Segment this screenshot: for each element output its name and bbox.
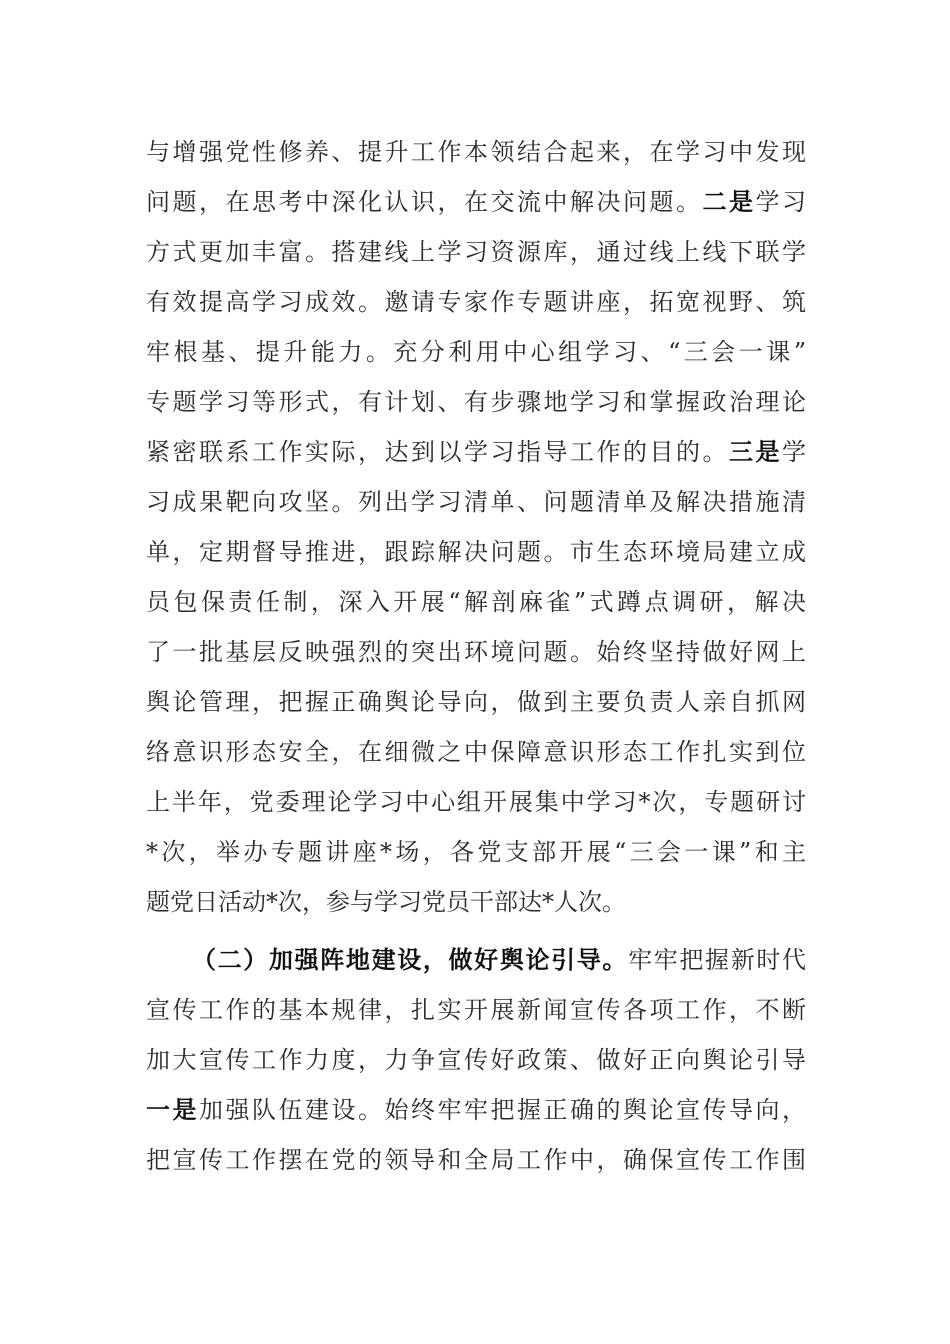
text-segment: 题党日活动*次，参与学习党员干部达*人次。 <box>146 888 626 916</box>
text-line <box>146 277 806 327</box>
body-text <box>146 127 806 1185</box>
text-segment: 有效提高学习成效。邀请专家作专题讲座，拓宽视野、筑 <box>146 288 806 316</box>
text-segment: 员包保责任制，深入开展“解剖麻雀”式蹲点调研，解决 <box>146 588 806 616</box>
text-line <box>146 1035 806 1085</box>
text-line <box>146 935 806 985</box>
text-line <box>146 1085 806 1135</box>
text-line <box>146 985 806 1035</box>
text-segment: 专题学习等形式，有计划、有步骤地学习和掌握政治理论 <box>146 388 806 416</box>
bold-text-segment: 三是 <box>729 437 782 466</box>
text-segment: 加强队伍建设。始终牢牢把握正确的舆论宣传导向， <box>199 1096 806 1124</box>
text-segment: 与增强党性修养、提升工作本领结合起来，在学习中发现 <box>146 138 806 166</box>
bold-text-segment: （二）加强阵地建设，做好舆论引导。 <box>192 945 629 974</box>
text-line <box>146 377 806 427</box>
bold-text-segment: 一是 <box>146 1095 199 1124</box>
text-segment: 了一批基层反映强烈的突出环境问题。始终坚持做好网上 <box>146 638 806 666</box>
text-segment: 习成果靶向攻坚。列出学习清单、问题清单及解决措施清 <box>146 488 806 516</box>
bold-text-segment: 二是 <box>702 187 756 216</box>
text-line <box>146 127 806 177</box>
text-line <box>146 727 806 777</box>
text-segment: 加大宣传工作力度，力争宣传好政策、做好正向舆论引导 <box>146 1046 806 1074</box>
text-line <box>146 327 806 377</box>
text-segment: 牢牢把握新时代 <box>628 946 806 974</box>
text-line <box>146 827 806 877</box>
text-line <box>146 527 806 577</box>
text-segment: 方式更加丰富。搭建线上学习资源库，通过线上线下联学 <box>146 238 806 266</box>
text-line <box>146 477 806 527</box>
text-segment: 学习 <box>755 188 806 216</box>
text-segment: 上半年，党委理论学习中心组开展集中学习*次，专题研讨 <box>146 788 806 816</box>
text-segment: *次，举办专题讲座*场，各党支部开展“三会一课”和主 <box>146 838 806 866</box>
text-line <box>146 627 806 677</box>
text-line <box>146 577 806 627</box>
text-line <box>146 227 806 277</box>
text-segment: 把宣传工作摆在党的领导和全局工作中，确保宣传工作围 <box>146 1146 806 1174</box>
text-segment: 问题，在思考中深化认识，在交流中解决问题。 <box>146 188 703 216</box>
text-line <box>146 1135 806 1185</box>
text-segment: 牢根基、提升能力。充分利用中心组学习、“三会一课” <box>146 338 806 366</box>
text-segment: 紧密联系工作实际，达到以学习指导工作的目的。 <box>146 438 729 466</box>
text-segment: 宣传工作的基本规律，扎实开展新闻宣传各项工作，不断 <box>146 996 806 1024</box>
text-segment: 学 <box>782 438 806 466</box>
text-segment: 舆论管理，把握正确舆论导向，做到主要负责人亲自抓网 <box>146 688 806 716</box>
text-line <box>146 677 806 727</box>
text-line <box>146 877 806 927</box>
text-segment: 络意识形态安全，在细微之中保障意识形态工作扎实到位 <box>146 738 806 766</box>
text-line <box>146 777 806 827</box>
text-line <box>146 427 806 477</box>
text-segment: 单，定期督导推进，跟踪解决问题。市生态环境局建立成 <box>146 538 806 566</box>
text-line <box>146 177 806 227</box>
